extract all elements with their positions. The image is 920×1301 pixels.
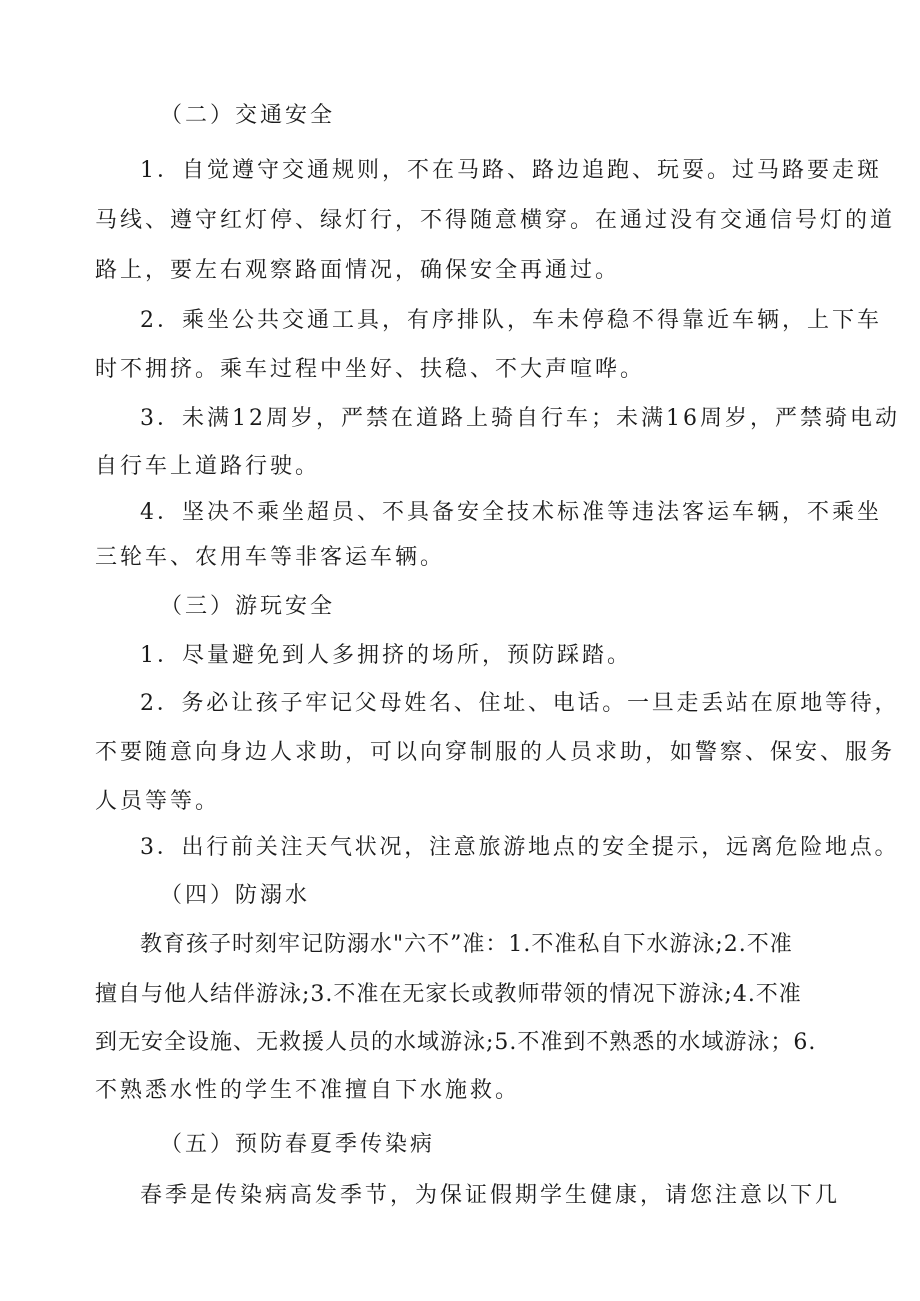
traffic-item-3-line-1: 3．未满12周岁，严禁在道路上骑自行车；未满16周岁，严禁骑电动 [140,406,900,431]
drowning-paragraph-line-1: 教育孩子时刻牢记防溺水"六不”准：1.不准私自下水游泳;2.不准 [140,932,793,957]
travel-item-1-line-1: 1．尽量避免到人多拥挤的场所，预防踩踏。 [140,643,632,668]
traffic-item-2-line-1: 2．乘坐公共交通工具，有序排队，车未停稳不得靠近车辆，上下车 [140,308,882,333]
traffic-item-1-line-1: 1．自觉遵守交通规则，不在马路、路边追跑、玩耍。过马路要走斑 [140,158,882,183]
traffic-item-1-line-3: 路上，要左右观察路面情况，确保安全再通过。 [95,258,621,283]
traffic-item-2-line-2: 时不拥挤。乘车过程中坐好、扶稳、不大声喧哗。 [95,357,646,382]
traffic-item-4-line-2: 三轮车、农用车等非客运车辆。 [95,545,446,570]
drowning-paragraph-line-4: 不熟悉水性的学生不准擅自下水施救。 [95,1078,521,1103]
drowning-paragraph-line-3: 到无安全设施、无救援人员的水域游泳;5.不准到不熟悉的水域游泳；6. [95,1030,817,1055]
section-heading-travel-safety: （三）游玩安全 [160,594,336,619]
travel-item-3-line-1: 3．出行前关注天气状况，注意旅游地点的安全提示，远离危险地点。 [140,835,900,860]
traffic-item-1-line-2: 马线、遵守红灯停、绿灯行，不得随意横穿。在通过没有交通信号灯的道 [95,208,896,233]
travel-item-2-line-1: 2．务必让孩子牢记父母姓名、住址、电话。一旦走丢站在原地等待， [140,691,900,716]
section-heading-drowning-prevention: （四）防溺水 [160,883,311,908]
disease-paragraph-line-1: 春季是传染病高发季节，为保证假期学生健康，请您注意以下几 [140,1183,841,1208]
travel-item-2-line-3: 人员等等。 [95,789,221,814]
section-heading-disease-prevention: （五）预防春夏季传染病 [160,1132,436,1157]
drowning-paragraph-line-2: 擅自与他人结伴游泳;3.不准在无家长或教师带领的情况下游泳;4.不准 [95,982,802,1007]
traffic-item-4-line-1: 4．坚决不乘坐超员、不具备安全技术标准等违法客运车辆，不乘坐 [140,500,882,525]
traffic-item-3-line-2: 自行车上道路行驶。 [95,454,321,479]
travel-item-2-line-2: 不要随意向身边人求助，可以向穿制服的人员求助，如警察、保安、服务 [95,740,896,765]
section-heading-traffic-safety: （二）交通安全 [160,103,336,128]
